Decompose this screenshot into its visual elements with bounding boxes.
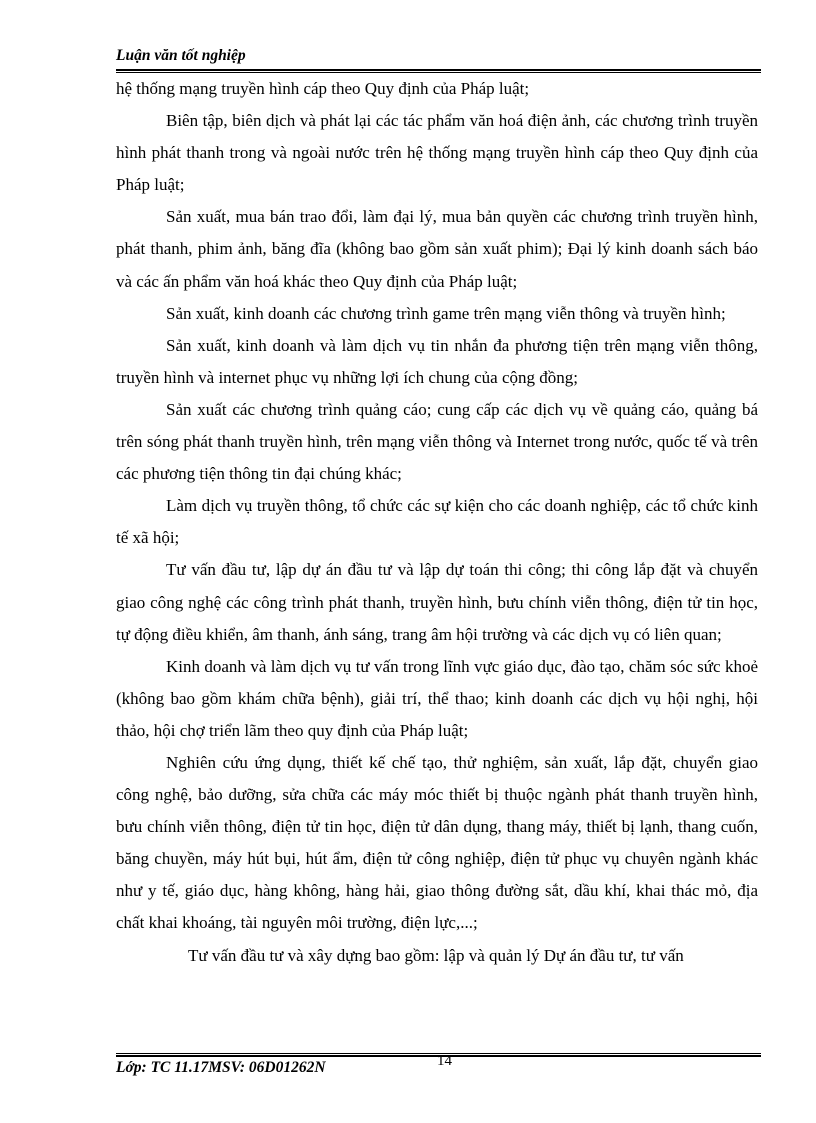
document-body <box>116 73 758 972</box>
header-title: Luận văn tốt nghiệp <box>116 47 246 64</box>
paragraph: Sản xuất, kinh doanh và làm dịch vụ tin nhắn đa phương tiện trên mạng viễn thông, truyền hình và internet phục vụ những lợi ích chung của cộng đồng; <box>116 335 758 387</box>
paragraph: Tư vấn đầu tư và xây dựng bao gồm: lập và quản lý Dự án đầu tư, tư vấn <box>188 945 684 965</box>
footer-class-info: Lớp: TC 11.17MSV: 06D01262N <box>116 1059 326 1076</box>
paragraph: Biên tập, biên dịch và phát lại các tác phẩm văn hoá điện ảnh, các chương trình truyền hình phát thanh trong và ngoài nước trên hệ thống mạng truyền hình cáp theo Quy định của Pháp luật; <box>116 111 758 195</box>
paragraph: Sản xuất, kinh doanh các chương trình game trên mạng viễn thông và truyền hình; <box>166 303 726 323</box>
paragraph: Sản xuất các chương trình quảng cáo; cung cấp các dịch vụ về quảng cáo, quảng bá trên sóng phát thanh truyền hình, trên mạng viễn thông và Internet trong nước, quốc tế và trên các phương tiện thông tin đại chúng khác; <box>116 399 758 484</box>
paragraph: Làm dịch vụ truyền thông, tổ chức các sự kiện cho các doanh nghiệp, các tổ chức kinh tế xã hội; <box>116 496 758 548</box>
paragraph: Tư vấn đầu tư, lập dự án đầu tư và lập dự toán thi công; thi công lắp đặt và chuyển giao công nghệ các công trình phát thanh, truyền hình, bưu chính viễn thông, điện tử tin học, tự động điều khiển, âm thanh, ánh sáng, trang âm hội trường và các dịch vụ có liên quan; <box>116 560 758 644</box>
paragraph: Nghiên cứu ứng dụng, thiết kế chế tạo, thử nghiệm, sản xuất, lắp đặt, chuyển giao công nghệ, bảo dưỡng, sửa chữa các máy móc thiết bị thuộc ngành phát thanh truyền hình, bưu chính viễn thông, điện tử tin học, điện tử dân dụng, thang máy, thiết bị lạnh, thang cuốn, băng chuyền, máy hút bụi, hút ẩm, điện tử công nghiệp, điện tử phục vụ chuyên ngành khác như y tế, giáo dục, hàng không, hàng hải, giao thông đường sắt, dầu khí, khai thác mỏ, địa chất khai khoáng, tài nguyên môi trường, điện lực,...; <box>116 752 758 933</box>
paragraph: hệ thống mạng truyền hình cáp theo Quy định của Pháp luật; <box>116 79 530 98</box>
paragraph: Sản xuất, mua bán trao đổi, làm đại lý, mua bản quyền các chương trình truyền hình, phát thanh, phim ảnh, băng đĩa (không bao gồm sản xuất phim); Đại lý kinh doanh sách báo và các ấn phẩm văn hoá khác theo Quy định của Pháp luật; <box>116 207 758 291</box>
page-number: 14 <box>437 1053 452 1069</box>
paragraph: Kinh doanh và làm dịch vụ tư vấn trong lĩnh vực giáo dục, đào tạo, chăm sóc sức khoẻ (không bao gồm khám chữa bệnh), giải trí, thể thao; kinh doanh các dịch vụ hội nghị, hội thảo, hội chợ triển lãm theo quy định của Pháp luật; <box>116 656 758 740</box>
